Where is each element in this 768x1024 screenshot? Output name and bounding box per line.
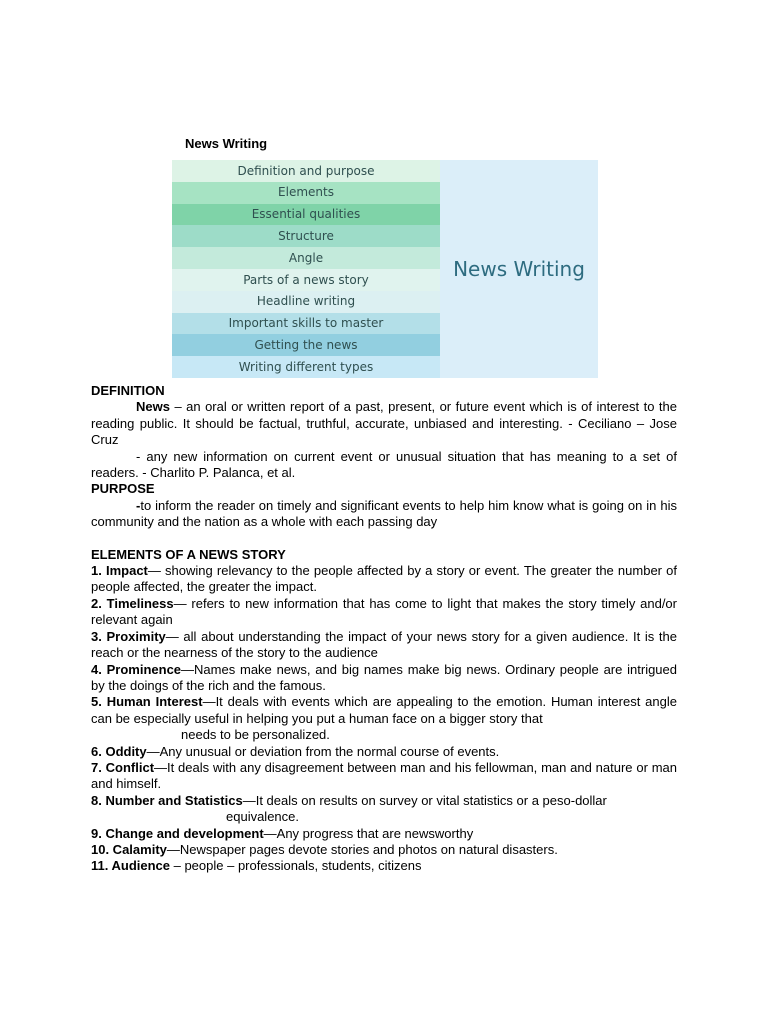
element-text: —Newspaper pages devote stories and photos on natural disasters. xyxy=(166,841,558,857)
element-item xyxy=(91,744,677,760)
topic-item: Parts of a news story xyxy=(172,269,440,291)
element-term: 11. Audience xyxy=(91,858,170,874)
topic-item: Headline writing xyxy=(172,291,440,313)
topic-item: Structure xyxy=(172,225,440,247)
spacer xyxy=(91,531,677,547)
definition-heading: DEFINITION xyxy=(91,383,165,398)
purpose-paragraph xyxy=(91,498,677,531)
element-term: 2. Timeliness xyxy=(91,595,174,611)
news-writing-diagram xyxy=(172,160,598,378)
element-text: —It deals on results on survey or vital statistics or a peso-dollar xyxy=(242,792,607,808)
element-item xyxy=(91,662,677,695)
element-term: 10. Calamity xyxy=(91,841,167,857)
element-item xyxy=(91,858,677,874)
element-term: 8. Number and Statistics xyxy=(91,792,243,808)
topic-item: Important skills to master xyxy=(172,313,440,335)
document-body xyxy=(91,383,677,875)
purpose-heading: PURPOSE xyxy=(91,481,155,497)
purpose-text: to inform the reader on timely and significant events to help him know what is going on in his community and the nation as a whole with each passing day xyxy=(91,497,677,530)
element-text: — refers to new information that has come to light that makes the story timely and/or relevant again xyxy=(91,595,677,628)
element-item xyxy=(91,842,677,858)
topic-item: Angle xyxy=(172,247,440,269)
document-title: News Writing xyxy=(185,136,268,151)
element-item xyxy=(91,760,677,793)
element-text: — showing relevancy to the people affected by a story or event. The greater the number of people affected, the greater the impact. xyxy=(91,563,677,595)
element-item xyxy=(91,694,677,727)
element-item xyxy=(91,596,677,629)
element-term: 4. Prominence xyxy=(91,661,182,677)
element-item xyxy=(91,563,677,596)
element-continuation: equivalence. xyxy=(226,809,299,825)
element-item xyxy=(91,629,677,662)
topic-item: Essential qualities xyxy=(172,204,440,226)
topic-item: Writing different types xyxy=(172,356,440,378)
topic-item: Definition and purpose xyxy=(172,160,440,182)
element-text: —Any progress that are newsworthy xyxy=(263,825,474,841)
element-term: 3. Proximity xyxy=(91,628,166,644)
topic-item: Getting the news xyxy=(172,334,440,356)
element-term: 9. Change and development xyxy=(91,825,264,841)
element-term: 6. Oddity xyxy=(91,743,147,759)
definition-paragraph-2: - any new information on current event or unusual situation that has meaning to a set of readers. - Charlito P. Palanca, et al. xyxy=(91,448,677,481)
element-text: —Names make news, and big names make big news. Ordinary people are intrigued by the doings of the rich and the famous. xyxy=(91,661,678,693)
topic-list xyxy=(172,160,440,378)
definition-paragraph-1 xyxy=(91,399,677,448)
element-text: – people – professionals, students, citizens xyxy=(170,858,422,874)
element-text: —It deals with events which are appealing to the emotion. Human interest angle can be especially useful in helping you put a human face on a bigger story that xyxy=(91,694,677,726)
element-item xyxy=(91,793,677,809)
element-term: 7. Conflict xyxy=(91,759,155,775)
elements-heading: ELEMENTS OF A NEWS STORY xyxy=(91,546,286,562)
element-text: —It deals with any disagreement between man and his fellowman, man and nature or man and himself. xyxy=(91,759,677,792)
topic-item: Elements xyxy=(172,182,440,204)
element-text: — all about understanding the impact of your news story for a given audience. It is the reach or the nearness of the story to the audience xyxy=(91,628,678,661)
element-item xyxy=(91,826,677,842)
element-term: 1. Impact xyxy=(91,563,148,579)
purpose-dash: - xyxy=(136,497,141,513)
diagram-panel-title: News Writing xyxy=(440,160,598,378)
definition-term: News xyxy=(136,399,170,415)
element-term: 5. Human Interest xyxy=(91,694,203,710)
element-text: —Any unusual or deviation from the normal course of events. xyxy=(146,743,500,759)
definition-text-1: – an oral or written report of a past, present, or future event which is of interest to the reading public. It should be factual, truthful, accurate, unbiased and interesting. - Ceciliano – Jose Cruz xyxy=(91,399,677,448)
element-continuation: needs to be personalized. xyxy=(181,727,330,743)
